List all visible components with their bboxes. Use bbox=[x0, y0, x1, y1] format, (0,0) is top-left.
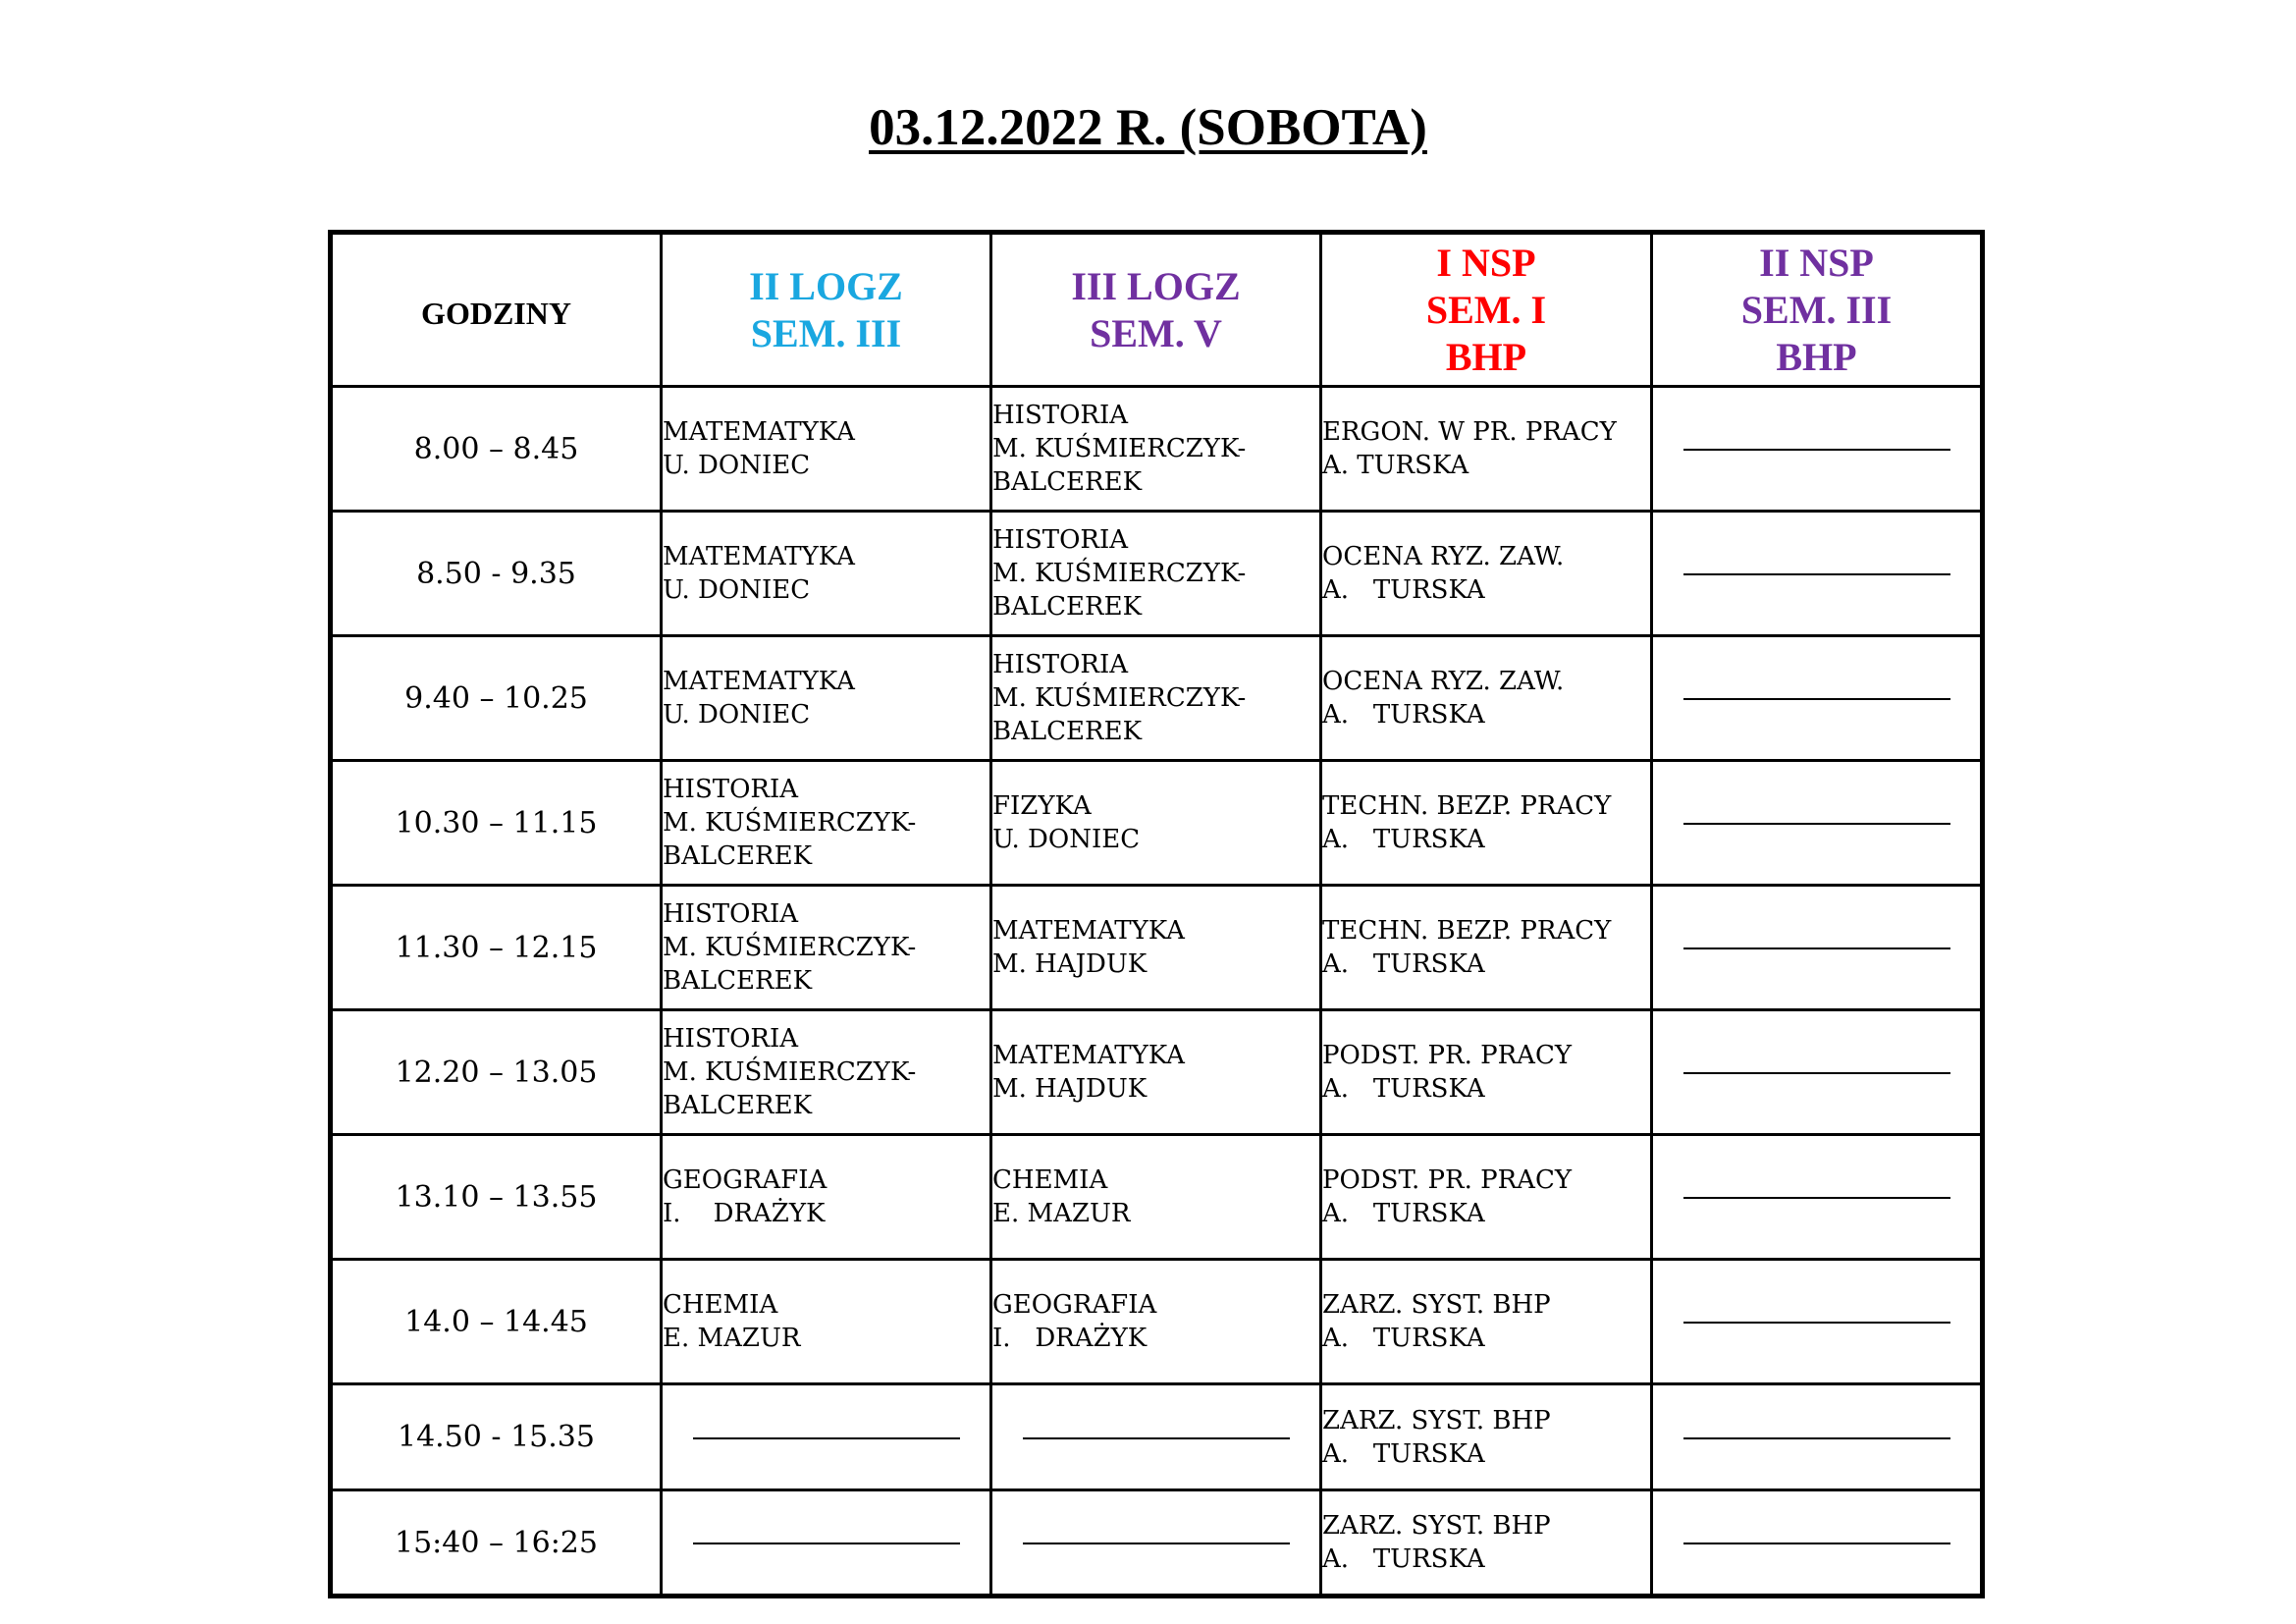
teacher-name: A. TURSKA bbox=[1322, 1544, 1485, 1574]
lesson-cell bbox=[662, 761, 991, 886]
empty-cell bbox=[1652, 636, 1983, 761]
lesson-cell bbox=[662, 512, 991, 636]
teacher-name: M. KUŚMIERCZYK- bbox=[663, 933, 917, 962]
lesson-cell bbox=[662, 1260, 991, 1384]
time-cell: 10.30 – 11.15 bbox=[331, 761, 662, 886]
lesson-cell bbox=[662, 1010, 991, 1135]
time-cell: 14.50 - 15.35 bbox=[331, 1384, 662, 1490]
header-group-line: SEM. I bbox=[1425, 287, 1547, 332]
teacher-name: BALCEREK bbox=[992, 467, 1143, 497]
teacher-name: BALCEREK bbox=[992, 592, 1143, 622]
empty-dash-line bbox=[693, 1543, 960, 1544]
empty-dash-line bbox=[1683, 1543, 1950, 1544]
empty-cell bbox=[1652, 387, 1983, 512]
header-time-label: GODZINY bbox=[331, 233, 662, 387]
lesson-cell bbox=[662, 636, 991, 761]
teacher-name: BALCEREK bbox=[663, 841, 813, 871]
empty-dash-line bbox=[1683, 1322, 1950, 1324]
header-group-line: SEM. III bbox=[1740, 287, 1893, 332]
teacher-name: E. MAZUR bbox=[992, 1199, 1131, 1228]
teacher-name: A. TURSKA bbox=[1322, 1324, 1485, 1353]
time-cell: 11.30 – 12.15 bbox=[331, 886, 662, 1010]
table-row bbox=[331, 387, 1983, 512]
empty-cell bbox=[1652, 886, 1983, 1010]
empty-cell bbox=[1652, 1260, 1983, 1384]
header-group-ii-nsp bbox=[1652, 233, 1983, 387]
empty-cell bbox=[1652, 1135, 1983, 1260]
subject-name: OCENA RYZ. ZAW. bbox=[1322, 667, 1565, 696]
empty-dash-line bbox=[1683, 698, 1950, 700]
teacher-name: BALCEREK bbox=[663, 966, 813, 996]
lesson-cell bbox=[1321, 1135, 1652, 1260]
lesson-cell bbox=[1321, 1384, 1652, 1490]
page-title: 03.12.2022 R. (SOBOTA) bbox=[869, 99, 1427, 156]
time-cell: 8.00 – 8.45 bbox=[331, 387, 662, 512]
lesson-cell bbox=[991, 761, 1321, 886]
empty-cell bbox=[1652, 512, 1983, 636]
empty-dash-line bbox=[1683, 1437, 1950, 1439]
time-cell: 8.50 - 9.35 bbox=[331, 512, 662, 636]
teacher-name: U. DONIEC bbox=[992, 825, 1141, 854]
lesson-cell bbox=[991, 512, 1321, 636]
header-group-iii-logz bbox=[991, 233, 1321, 387]
teacher-name: M. KUŚMIERCZYK- bbox=[992, 434, 1247, 463]
teacher-name: M. HAJDUK bbox=[992, 949, 1148, 979]
subject-name: ZARZ. SYST. BHP bbox=[1322, 1511, 1551, 1541]
table-row bbox=[331, 1260, 1983, 1384]
teacher-name: A. TURSKA bbox=[1322, 825, 1485, 854]
subject-name: HISTORIA bbox=[992, 401, 1129, 430]
header-group-i-nsp bbox=[1321, 233, 1652, 387]
subject-name: CHEMIA bbox=[992, 1165, 1108, 1195]
teacher-name: M. HAJDUK bbox=[992, 1074, 1148, 1104]
header-group-line: II LOGZ bbox=[749, 263, 903, 308]
empty-cell bbox=[662, 1490, 991, 1597]
empty-dash-line bbox=[1023, 1543, 1290, 1544]
lesson-cell bbox=[662, 886, 991, 1010]
table-row bbox=[331, 1384, 1983, 1490]
subject-name: ZARZ. SYST. BHP bbox=[1322, 1405, 1551, 1435]
table-row bbox=[331, 886, 1983, 1010]
subject-name: HISTORIA bbox=[663, 899, 799, 929]
header-group-line: III LOGZ bbox=[1071, 263, 1241, 308]
lesson-cell bbox=[1321, 886, 1652, 1010]
empty-cell bbox=[991, 1490, 1321, 1597]
empty-dash-line bbox=[1683, 449, 1950, 451]
lesson-cell bbox=[1321, 387, 1652, 512]
header-group-ii-logz bbox=[662, 233, 991, 387]
subject-name: TECHN. BEZP. PRACY bbox=[1322, 916, 1612, 946]
teacher-name: A. TURSKA bbox=[1322, 1199, 1485, 1228]
empty-dash-line bbox=[1683, 1197, 1950, 1199]
lesson-cell bbox=[991, 636, 1321, 761]
empty-dash-line bbox=[693, 1437, 960, 1439]
table-row bbox=[331, 1010, 1983, 1135]
subject-name: PODST. PR. PRACY bbox=[1322, 1165, 1573, 1195]
header-group-line: II NSP bbox=[1759, 240, 1874, 285]
empty-cell bbox=[1652, 761, 1983, 886]
teacher-name: U. DONIEC bbox=[663, 700, 811, 730]
subject-name: MATEMATYKA bbox=[992, 1041, 1185, 1070]
empty-dash-line bbox=[1023, 1437, 1290, 1439]
subject-name: MATEMATYKA bbox=[992, 916, 1185, 946]
teacher-name: A. TURSKA bbox=[1322, 700, 1485, 730]
lesson-cell bbox=[991, 1010, 1321, 1135]
table-row bbox=[331, 512, 1983, 636]
lesson-cell bbox=[991, 1260, 1321, 1384]
lesson-cell bbox=[1321, 512, 1652, 636]
teacher-name: I. DRAŻYK bbox=[663, 1199, 826, 1228]
teacher-name: A. TURSKA bbox=[1322, 949, 1485, 979]
schedule-table bbox=[328, 230, 1985, 1598]
subject-name: HISTORIA bbox=[663, 1024, 799, 1054]
table-row bbox=[331, 1490, 1983, 1597]
empty-cell bbox=[1652, 1010, 1983, 1135]
teacher-name: U. DONIEC bbox=[663, 575, 811, 605]
subject-name: TECHN. BEZP. PRACY bbox=[1322, 791, 1612, 821]
teacher-name: M. KUŚMIERCZYK- bbox=[992, 559, 1247, 588]
time-cell: 13.10 – 13.55 bbox=[331, 1135, 662, 1260]
header-group-line: I NSP bbox=[1436, 240, 1536, 285]
subject-name: ERGON. W PR. PRACY bbox=[1322, 417, 1617, 447]
empty-dash-line bbox=[1683, 947, 1950, 949]
teacher-name: A. TURSKA bbox=[1322, 575, 1485, 605]
lesson-cell bbox=[1321, 1260, 1652, 1384]
subject-name: MATEMATYKA bbox=[663, 542, 855, 571]
lesson-cell bbox=[991, 387, 1321, 512]
lesson-cell bbox=[1321, 1010, 1652, 1135]
teacher-name: A. TURSKA bbox=[1322, 1074, 1485, 1104]
header-group-line: SEM. III bbox=[750, 310, 902, 355]
subject-name: HISTORIA bbox=[663, 775, 799, 804]
teacher-name: BALCEREK bbox=[992, 717, 1143, 746]
subject-name: MATEMATYKA bbox=[663, 667, 855, 696]
teacher-name: M. KUŚMIERCZYK- bbox=[663, 1057, 917, 1087]
table-row bbox=[331, 761, 1983, 886]
empty-cell bbox=[1652, 1490, 1983, 1597]
empty-cell bbox=[991, 1384, 1321, 1490]
header-group-line: SEM. V bbox=[1090, 310, 1222, 355]
lesson-cell bbox=[1321, 1490, 1652, 1597]
teacher-name: BALCEREK bbox=[663, 1091, 813, 1120]
lesson-cell bbox=[662, 387, 991, 512]
teacher-name: A. TURSKA bbox=[1322, 451, 1469, 480]
subject-name: GEOGRAFIA bbox=[992, 1290, 1157, 1320]
lesson-cell bbox=[662, 1135, 991, 1260]
table-row bbox=[331, 636, 1983, 761]
empty-dash-line bbox=[1683, 1072, 1950, 1074]
subject-name: CHEMIA bbox=[663, 1290, 778, 1320]
lesson-cell bbox=[1321, 636, 1652, 761]
teacher-name: A. TURSKA bbox=[1322, 1438, 1485, 1469]
time-cell: 9.40 – 10.25 bbox=[331, 636, 662, 761]
header-group-line: BHP bbox=[1445, 334, 1527, 379]
schedule-body bbox=[331, 387, 1983, 1597]
empty-dash-line bbox=[1683, 573, 1950, 575]
subject-name: MATEMATYKA bbox=[663, 417, 855, 447]
subject-name: OCENA RYZ. ZAW. bbox=[1322, 542, 1565, 571]
empty-dash-line bbox=[1683, 823, 1950, 825]
empty-cell bbox=[662, 1384, 991, 1490]
teacher-name: E. MAZUR bbox=[663, 1324, 801, 1353]
teacher-name: M. KUŚMIERCZYK- bbox=[663, 808, 917, 838]
subject-name: HISTORIA bbox=[992, 525, 1129, 555]
empty-cell bbox=[1652, 1384, 1983, 1490]
subject-name: HISTORIA bbox=[992, 650, 1129, 679]
teacher-name: I. DRAŻYK bbox=[992, 1324, 1148, 1353]
lesson-cell bbox=[991, 1135, 1321, 1260]
teacher-name: M. KUŚMIERCZYK- bbox=[992, 683, 1247, 713]
time-cell: 12.20 – 13.05 bbox=[331, 1010, 662, 1135]
teacher-name: U. DONIEC bbox=[663, 451, 811, 480]
subject-name: FIZYKA bbox=[992, 791, 1092, 821]
lesson-cell bbox=[991, 886, 1321, 1010]
subject-name: ZARZ. SYST. BHP bbox=[1322, 1290, 1551, 1320]
header-row bbox=[331, 233, 1983, 387]
subject-name: PODST. PR. PRACY bbox=[1322, 1041, 1573, 1070]
header-group-line: BHP bbox=[1776, 334, 1857, 379]
time-cell: 15:40 – 16:25 bbox=[331, 1490, 662, 1597]
time-cell: 14.0 – 14.45 bbox=[331, 1260, 662, 1384]
lesson-cell bbox=[1321, 761, 1652, 886]
table-row bbox=[331, 1135, 1983, 1260]
subject-name: GEOGRAFIA bbox=[663, 1165, 828, 1195]
